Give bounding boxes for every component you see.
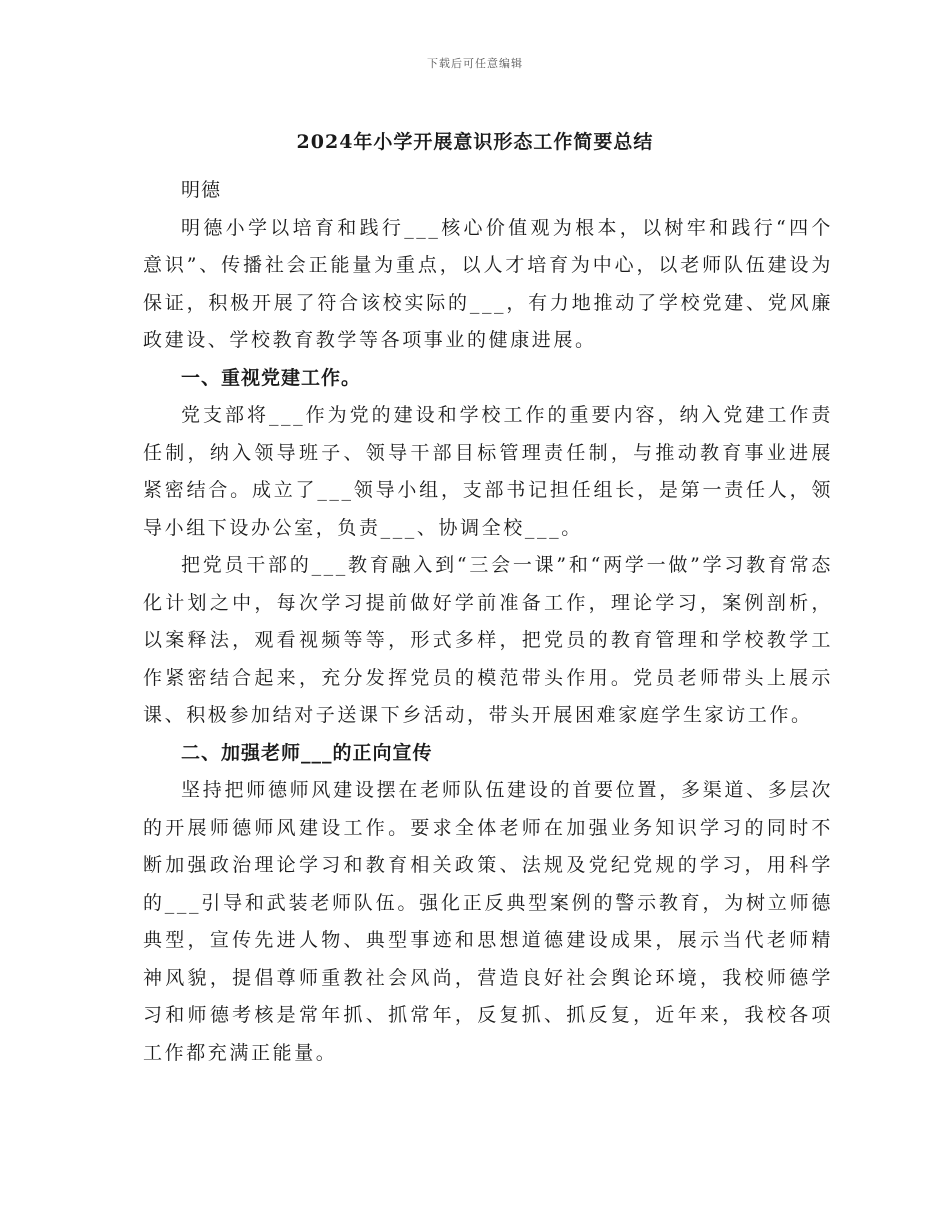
document-body	[143, 172, 833, 1072]
body-paragraph: 把党员干部的___教育融入到“三会一课”和“两学一做”学习教育常态化计划之中，每次学习提前做好学前准备工作，理论学习，案例剖析，以案释法，观看视频等等，形式多样，把党员的教育管理和学校教学工作紧密结合起来，充分发挥党员的模范带头作用。党员老师带头上展示课、积极参加结对子送课下乡活动，带头开展困难家庭学生家访工作。	[143, 554, 833, 726]
document-title: 2024年小学开展意识形态工作简要总结	[296, 131, 654, 153]
section-heading-2: 二、加强老师___的正向宣传	[181, 741, 433, 764]
body-paragraph: 坚持把师德师风建设摆在老师队伍建设的首要位置，多渠道、多层次的开展师德师风建设工作。要求全体老师在加强业务知识学习的同时不断加强政治理论学习和教育相关政策、法规及党纪党规的学习，用科学的___引导和武装老师队伍。强化正反典型案例的警示教育，为树立师德典型，宣传先进人物、典型事迹和思想道德建设成果，展示当代老师精神风貌，提倡尊师重教社会风尚，营造良好社会舆论环境，我校师德学习和师德考核是常年抓、抓常年，反复抓、抓反复，近年来，我校各项工作都充满正能量。	[143, 779, 833, 1064]
intro-paragraph: 明德小学以培育和践行___核心价值观为根本，以树牢和践行“四个意识”、传播社会正能量为重点，以人才培育为中心，以老师队伍建设为保证，积极开展了符合该校实际的___，有力地推动了学校党建、党风廉政建设、学校教育教学等各项事业的健康进展。	[143, 216, 833, 351]
author-line: 明德	[181, 179, 222, 201]
body-paragraph: 党支部将___作为党的建设和学校工作的重要内容，纳入党建工作责任制，纳入领导班子、领导干部目标管理责任制，与推动教育事业进展紧密结合。成立了___领导小组，支部书记担任组长，是第一责任人，领导小组下设办公室，负责___、协调全校___。	[143, 404, 833, 539]
section-heading-1: 一、重视党建工作。	[181, 366, 362, 389]
page-header-note: 下载后可任意编辑	[427, 57, 523, 70]
